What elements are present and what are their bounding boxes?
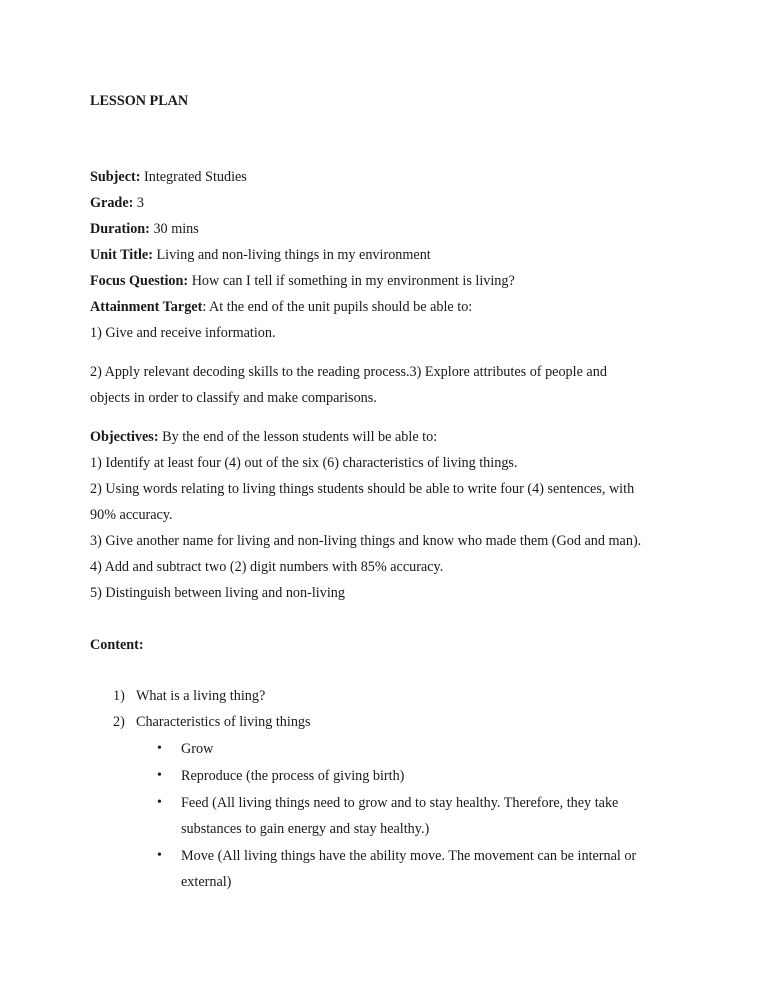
lesson-metadata	[90, 164, 690, 346]
bullet-text-continuation: substances to gain energy and stay healthy.)	[181, 821, 430, 837]
focus-question-value: How can I tell if something in my environment is living?	[188, 273, 515, 289]
list-item-text: Characteristics of living things	[136, 714, 311, 730]
document-title: LESSON PLAN	[90, 93, 189, 109]
bullet-item-grow	[157, 736, 697, 762]
subject-label: Subject:	[90, 169, 141, 185]
attainment-target-line	[90, 294, 690, 320]
attainment-target-value: : At the end of the unit pupils should be able to:	[202, 299, 473, 315]
bullet-text: Feed (All living things need to grow and to stay healthy. Therefore, they take	[181, 795, 619, 811]
unit-title-label: Unit Title:	[90, 247, 153, 263]
attainment-item-2	[90, 359, 690, 411]
objective-item: 5) Distinguish between living and non-living	[90, 585, 345, 601]
objective-item: 3) Give another name for living and non-living things and know who made them (God and man).	[90, 533, 642, 549]
list-item	[113, 683, 693, 709]
objective-item: 1) Identify at least four (4) out of the six (6) characteristics of living things.	[90, 455, 518, 471]
objective-item: 2) Using words relating to living things students should be able to write four (4) sentences, with	[90, 481, 635, 497]
objective-item: 4) Add and subtract two (2) digit numbers with 85% accuracy.	[90, 559, 444, 575]
attainment-item-2-line-1: 2) Apply relevant decoding skills to the reading process.3) Explore attributes of people and	[90, 364, 607, 380]
list-item	[113, 709, 693, 735]
subject-line	[90, 164, 690, 190]
bullet-text: Reproduce (the process of giving birth)	[181, 768, 405, 784]
bullet-item-move	[157, 843, 697, 895]
unit-title-value: Living and non-living things in my environment	[152, 247, 431, 263]
bullet-icon: •	[157, 768, 162, 783]
attainment-target-label: Attainment Target	[90, 299, 203, 315]
bullet-text-continuation: external)	[181, 874, 232, 890]
list-item-text: What is a living thing?	[136, 688, 266, 704]
bullet-item-feed	[157, 790, 697, 842]
bullet-icon: •	[157, 741, 162, 756]
subject-value: Integrated Studies	[140, 169, 247, 185]
grade-line	[90, 190, 690, 216]
list-number: 2)	[113, 714, 125, 730]
characteristics-list	[157, 736, 697, 896]
bullet-icon: •	[157, 795, 162, 810]
attainment-item-2-line-2: objects in order to classify and make comparisons.	[90, 390, 377, 406]
objectives-heading	[90, 424, 690, 450]
bullet-text: Grow	[181, 741, 214, 757]
bullet-text: Move (All living things have the ability move. The movement can be internal or	[181, 848, 637, 864]
objectives-intro: By the end of the lesson students will be able to:	[158, 429, 438, 445]
objectives-label: Objectives:	[90, 429, 159, 445]
duration-line	[90, 216, 690, 242]
duration-value: 30 mins	[149, 221, 199, 237]
objectives-section	[90, 424, 690, 606]
content-heading: Content:	[90, 637, 144, 653]
duration-label: Duration:	[90, 221, 150, 237]
unit-title-line	[90, 242, 690, 268]
bullet-item-reproduce	[157, 763, 697, 789]
grade-value: 3	[133, 195, 144, 211]
objective-item-continuation: 90% accuracy.	[90, 507, 173, 523]
list-number: 1)	[113, 688, 125, 704]
attainment-item-1: 1) Give and receive information.	[90, 325, 276, 341]
focus-question-label: Focus Question:	[90, 273, 189, 289]
focus-question-line	[90, 268, 690, 294]
bullet-icon: •	[157, 848, 162, 863]
grade-label: Grade:	[90, 195, 134, 211]
content-list	[113, 683, 693, 735]
